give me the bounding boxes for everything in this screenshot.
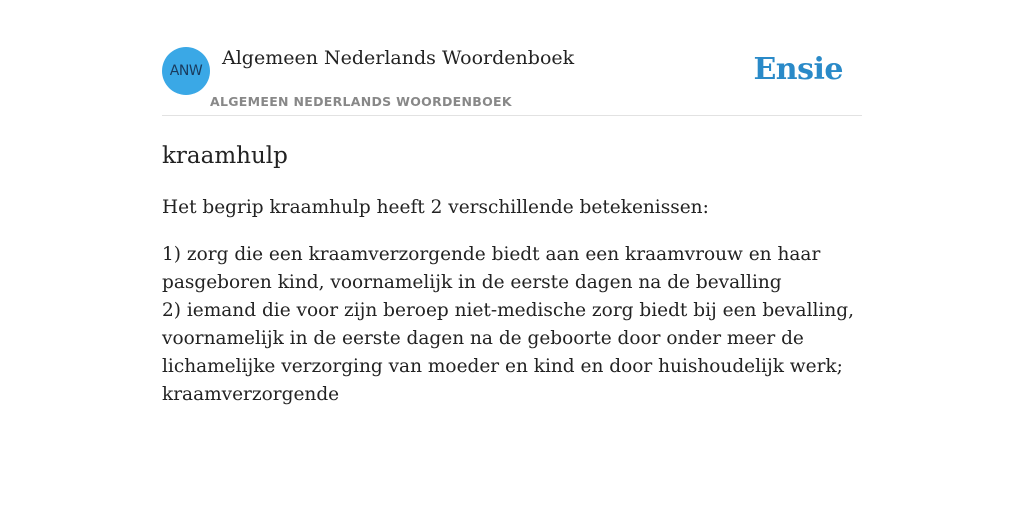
ensie-logo-link[interactable]: Ensie — [753, 52, 843, 87]
dictionary-subtitle: ALGEMEEN NEDERLANDS WOORDENBOEK — [210, 94, 512, 109]
definition-item: 1) zorg die een kraamverzorgende biedt aan een kraamvrouw en haar pasgeboren kind, voornamelijk in de eerste dagen na de bevalling — [162, 244, 821, 293]
intro-text: Het begrip kraamhulp heeft 2 verschillende betekenissen: — [162, 197, 709, 218]
anw-logo[interactable] — [162, 47, 210, 95]
logo-text: ANW — [169, 63, 203, 79]
page — [162, 0, 862, 409]
header — [162, 47, 862, 116]
dictionary-title[interactable]: Algemeen Nederlands Woordenboek — [222, 47, 575, 69]
word-title: kraamhulp — [162, 143, 288, 169]
definition-item: 2) iemand die voor zijn beroep niet-medische zorg biedt bij een bevalling, voornamelijk in de eerste dagen na de geboorte door onder meer de lichamelijke verzorging van moeder en kind en door huishoudelijk werk; kraamverzorgende — [162, 300, 854, 405]
definition-list — [162, 241, 862, 409]
